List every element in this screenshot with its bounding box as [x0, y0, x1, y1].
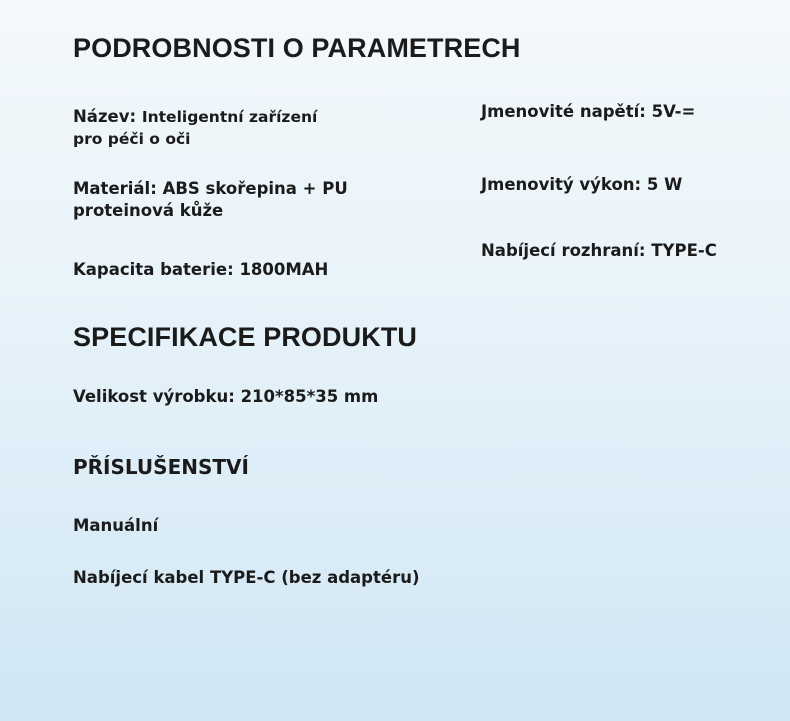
param-material-value-line2: proteinová kůže [73, 201, 224, 220]
param-battery-label: Kapacita baterie: [73, 260, 234, 279]
parameters-title: PODROBNOSTI O PARAMETRECH [73, 33, 521, 63]
param-voltage-value: 5V-= [651, 102, 696, 121]
spec-size-label: Velikost výrobku: [73, 387, 235, 406]
accessory-manual: Manuální [73, 516, 159, 535]
param-name-value: Inteligentní zařízení [141, 108, 318, 126]
param-power [481, 174, 682, 196]
param-material-value: ABS skořepina + PU [162, 179, 348, 198]
accessory-cable: Nabíjecí kabel TYPE-C (bez adaptéru) [73, 568, 420, 587]
spec-size-value: 210*85*35 mm [240, 387, 379, 406]
param-interface-label: Nabíjecí rozhraní: [481, 241, 646, 260]
param-battery [73, 259, 328, 281]
accessories-title: PŘÍSLUŠENSTVÍ [73, 455, 249, 479]
param-voltage-label: Jmenovité napětí: [481, 102, 646, 121]
param-power-label: Jmenovitý výkon: [481, 175, 642, 194]
param-battery-value: 1800MAH [239, 260, 329, 279]
param-name-value-line2: pro péči o oči [73, 130, 191, 148]
param-interface [481, 240, 717, 262]
param-name-label: Název: [73, 107, 137, 126]
param-power-value: 5 W [646, 175, 683, 194]
param-interface-value: TYPE-C [651, 241, 717, 260]
param-voltage [481, 101, 695, 123]
specs-title: SPECIFIKACE PRODUKTU [73, 322, 418, 352]
spec-size [73, 386, 378, 408]
param-name [73, 106, 373, 150]
param-material [73, 178, 413, 222]
param-material-label: Materiál: [73, 179, 157, 198]
